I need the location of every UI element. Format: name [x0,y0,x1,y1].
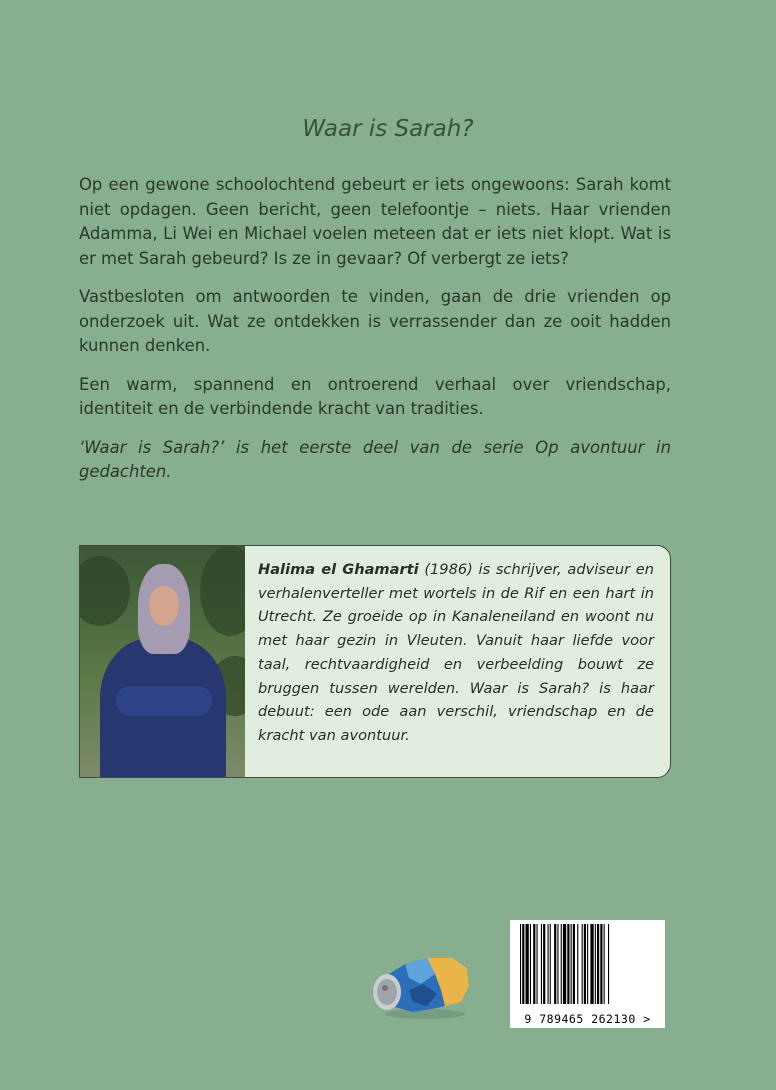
author-photo [80,546,245,778]
author-box [79,545,671,778]
barcode-bars [516,924,659,1004]
isbn-barcode [510,920,665,1028]
series-note: ‘Waar is Sarah?’ is het eerste deel van de serie Op avontuur in gedachten. [79,437,671,481]
author-bio [258,558,654,748]
crushed-can-icon [365,950,473,1020]
isbn-number: 9 789465 262130 > [524,1012,651,1026]
book-title: Waar is Sarah? [302,116,474,142]
back-cover-blurb [79,173,671,499]
author-bio-text: (1986) is schrijver, adviseur en verhalenverteller met wortels in de Rif en een hart in Utrecht. Ze groeide op in Kanaleneiland en woont nu met haar gezin in Vleuten. Vanuit haar liefde voor taal, rechtvaardigheid en verbeelding bouwt ze bruggen tussen werelden. Waar is Sarah? is haar debuut: een ode aan verschil, vriendschap en de kracht van avontuur. [258,561,654,744]
blurb-paragraph: Op een gewone schoolochtend gebeurt er iets ongewoons: Sarah komt niet opdagen. Geen bericht, geen telefoontje – niets. Haar vrienden Adamma, Li Wei en Michael voelen meteen dat er iets niet klopt. Wat is er met Sarah gebeurd? Is ze in gevaar? Of verbergt ze iets? [79,175,671,268]
blurb-paragraph: Een warm, spannend en ontroerend verhaal over vriendschap, identiteit en de verbindende kracht van tradities. [79,374,671,418]
blurb-paragraph: Vastbesloten om antwoorden te vinden, gaan de drie vrienden op onderzoek uit. Wat ze ontdekken is verrassender dan ze ooit hadden kunnen denken. [79,287,671,355]
author-name: Halima el Ghamarti [258,561,419,578]
